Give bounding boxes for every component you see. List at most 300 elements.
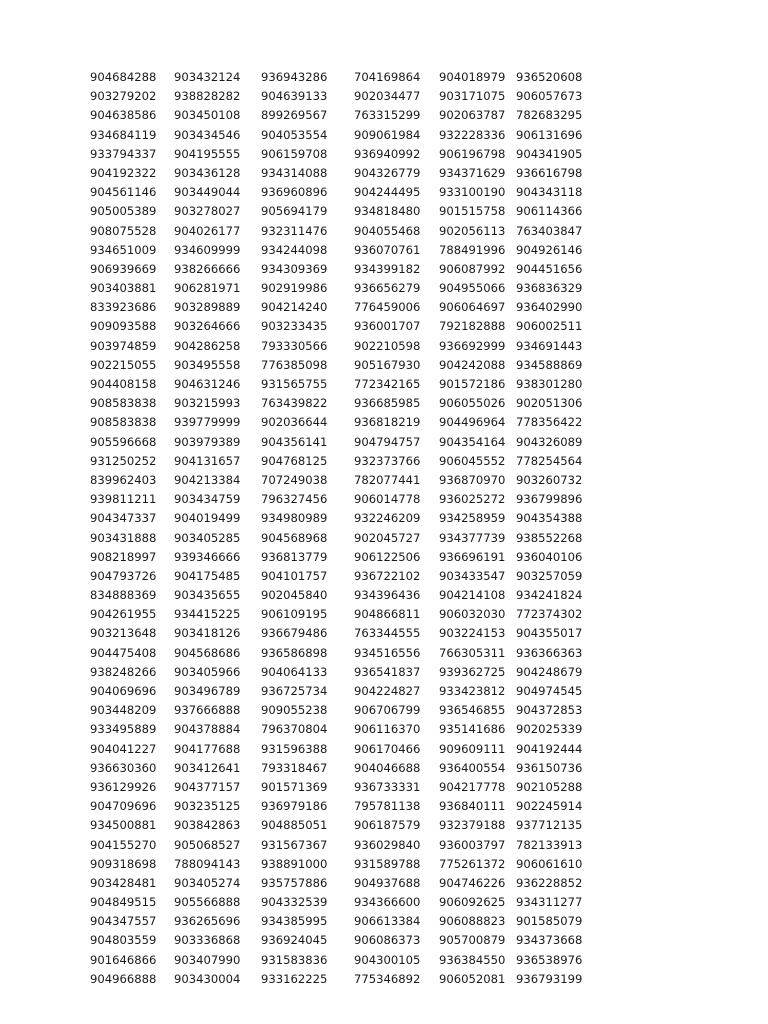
phone-number-cell: 934309369 — [261, 261, 328, 276]
phone-number-cell: 931567367 — [261, 837, 328, 852]
phone-number-cell: 707249038 — [261, 472, 328, 487]
phone-number-cell: 933495889 — [90, 722, 157, 737]
phone-number-cell: 936656279 — [354, 281, 421, 296]
phone-number-cell: 909318698 — [90, 856, 157, 871]
phone-number-cell: 932373766 — [354, 453, 421, 468]
phone-number-cell: 903289889 — [174, 300, 241, 315]
phone-number-cell: 936799896 — [516, 492, 583, 507]
table-row — [90, 260, 586, 279]
table-row — [90, 720, 586, 739]
phone-number-cell: 909061984 — [354, 127, 421, 142]
phone-number-cell: 905700879 — [439, 933, 506, 948]
phone-number-cell: 934415225 — [174, 607, 241, 622]
phone-number-cell: 909055238 — [261, 703, 328, 718]
phone-number-cell: 906055026 — [439, 396, 506, 411]
phone-number-cell: 936870970 — [439, 472, 506, 487]
phone-number-cell: 904955066 — [439, 281, 506, 296]
phone-number-cell: 903434759 — [174, 492, 241, 507]
phone-number-cell: 904709696 — [90, 799, 157, 814]
phone-number-cell: 938552268 — [516, 530, 583, 545]
phone-number-cell: 906613384 — [354, 914, 421, 929]
table-row — [90, 797, 586, 816]
phone-number-cell: 908583838 — [90, 396, 157, 411]
phone-number-cell: 904568686 — [174, 645, 241, 660]
table-row — [90, 931, 586, 950]
phone-number-cell: 938301280 — [516, 377, 583, 391]
phone-number-cell: 934258959 — [439, 511, 506, 526]
phone-number-cell: 834888369 — [90, 588, 157, 603]
phone-number-cell: 936538976 — [516, 952, 583, 967]
phone-number-cell: 793330566 — [261, 338, 328, 353]
phone-number-cell: 906086373 — [354, 933, 421, 948]
phone-number-cell: 903405966 — [174, 664, 241, 679]
phone-number-cell: 904347557 — [90, 914, 157, 929]
phone-number-cell: 903264666 — [174, 319, 241, 334]
phone-number-cell: 936001707 — [354, 319, 421, 334]
phone-number-cell: 936733331 — [354, 779, 421, 794]
phone-number-cell: 902215055 — [90, 357, 157, 372]
phone-number-cell: 903213648 — [90, 626, 157, 641]
phone-number-cell: 936029840 — [354, 837, 421, 852]
phone-number-cell: 936541837 — [354, 664, 421, 679]
phone-number-cell: 934396436 — [354, 588, 421, 603]
phone-number-cell: 833923686 — [90, 300, 157, 315]
phone-number-cell: 788491996 — [439, 242, 506, 257]
phone-number-cell: 936960896 — [261, 185, 328, 200]
table-row — [90, 855, 586, 874]
phone-number-cell: 906014778 — [354, 492, 421, 507]
phone-number-cell: 778254564 — [516, 453, 583, 468]
phone-number-cell: 934609999 — [174, 242, 241, 257]
phone-number-cell: 793318467 — [261, 760, 328, 775]
phone-number-cell: 931596388 — [261, 741, 328, 756]
phone-number-cell: 903496789 — [174, 684, 241, 698]
phone-number-cell: 903233435 — [261, 319, 328, 334]
phone-number-cell: 775346892 — [354, 971, 421, 986]
phone-number-cell: 938266666 — [174, 261, 241, 276]
table-row — [90, 874, 586, 893]
phone-number-cell: 936586898 — [261, 645, 328, 660]
table-row — [90, 586, 586, 605]
phone-number-cell: 934980989 — [261, 511, 328, 526]
phone-number-cell: 904332539 — [261, 895, 328, 910]
phone-number-cell: 934311277 — [516, 895, 583, 910]
table-row — [90, 87, 586, 106]
phone-number-cell: 796327456 — [261, 492, 328, 507]
phone-number-cell: 906114366 — [516, 204, 583, 219]
phone-number-cell: 904177688 — [174, 741, 241, 756]
phone-number-cell: 782683295 — [516, 108, 583, 123]
phone-number-cell: 936402990 — [516, 300, 583, 315]
phone-number-cell: 934399182 — [354, 261, 421, 276]
phone-number-cell: 904261955 — [90, 607, 157, 622]
phone-number-cell: 939346666 — [174, 549, 241, 564]
phone-number-cell: 932246209 — [354, 511, 421, 526]
phone-number-cell: 902245914 — [516, 799, 583, 814]
phone-number-cell: 906196798 — [439, 146, 506, 161]
phone-number-cell: 906064697 — [439, 300, 506, 315]
phone-number-cell: 934818480 — [354, 204, 421, 219]
phone-number-cell: 904217778 — [439, 779, 506, 794]
phone-number-cell: 763344555 — [354, 626, 421, 641]
phone-number-cell: 772342165 — [354, 377, 421, 391]
phone-number-cell: 909609111 — [439, 741, 506, 756]
phone-number-cell: 903432124 — [174, 70, 241, 84]
table-row — [90, 106, 586, 125]
phone-number-cell: 778356422 — [516, 415, 583, 430]
table-row — [90, 452, 586, 471]
phone-number-cell: 904019499 — [174, 511, 241, 526]
phone-number-cell: 934691443 — [516, 338, 583, 353]
phone-number-cell: 901572186 — [439, 377, 506, 391]
phone-number-cell: 903257059 — [516, 568, 583, 583]
phone-number-cell: 936129926 — [90, 779, 157, 794]
phone-number-cell: 903435655 — [174, 588, 241, 603]
phone-number-cell: 904192444 — [516, 741, 583, 756]
phone-number-cell: 906032030 — [439, 607, 506, 622]
table-row — [90, 317, 586, 336]
phone-number-cell: 906170466 — [354, 741, 421, 756]
phone-number-cell: 904026177 — [174, 223, 241, 238]
phone-number-cell: 902045840 — [261, 588, 328, 603]
phone-number-cell: 934373668 — [516, 933, 583, 948]
phone-number-cell: 904793726 — [90, 568, 157, 583]
table-row — [90, 279, 586, 298]
table-row — [90, 624, 586, 643]
phone-number-cell: 904055468 — [354, 223, 421, 238]
phone-number-cell: 904192322 — [90, 165, 157, 180]
phone-number-cell: 904101757 — [261, 568, 328, 583]
phone-number-cell: 902056113 — [439, 223, 506, 238]
phone-number-cell: 936070761 — [354, 242, 421, 257]
phone-number-cell: 903235125 — [174, 799, 241, 814]
phone-number-cell: 904018979 — [439, 70, 506, 84]
phone-number-cell: 904354388 — [516, 511, 583, 526]
phone-number-cell: 904631246 — [174, 377, 241, 391]
phone-number-cell: 904568968 — [261, 530, 328, 545]
phone-number-cell: 903412641 — [174, 760, 241, 775]
phone-number-cell: 901571369 — [261, 779, 328, 794]
phone-number-cell: 903436128 — [174, 165, 241, 180]
phone-number-cell: 903171075 — [439, 89, 506, 104]
phone-number-cell: 931250252 — [90, 453, 157, 468]
phone-number-cell: 904242088 — [439, 357, 506, 372]
phone-number-cell: 904195555 — [174, 146, 241, 161]
phone-number-cell: 903448209 — [90, 703, 157, 718]
phone-number-cell: 904794757 — [354, 434, 421, 449]
phone-number-cell: 902051306 — [516, 396, 583, 411]
phone-number-cell: 936400554 — [439, 760, 506, 775]
phone-number-cell: 936813779 — [261, 549, 328, 564]
phone-number-cell: 903407990 — [174, 952, 241, 967]
phone-number-cell: 934377739 — [439, 530, 506, 545]
phone-number-cell: 936685985 — [354, 396, 421, 411]
phone-number-cell: 936630360 — [90, 760, 157, 775]
table-row — [90, 893, 586, 912]
phone-number-cell: 936793199 — [516, 971, 583, 986]
phone-number-cell: 904248679 — [516, 664, 583, 679]
phone-number-cell: 936040106 — [516, 549, 583, 564]
phone-number-cell: 904213384 — [174, 472, 241, 487]
phone-number-cell: 904866811 — [354, 607, 421, 622]
phone-number-cell: 904341905 — [516, 146, 583, 161]
phone-number-cell: 933100190 — [439, 185, 506, 200]
phone-number-cell: 934366600 — [354, 895, 421, 910]
phone-number-cell: 936679486 — [261, 626, 328, 641]
phone-number-cell: 904885051 — [261, 818, 328, 833]
phone-number-cell: 904286258 — [174, 338, 241, 353]
phone-number-cell: 903428481 — [90, 875, 157, 890]
table-row — [90, 682, 586, 701]
phone-number-cell: 932379188 — [439, 818, 506, 833]
phone-number-cell: 904768125 — [261, 453, 328, 468]
phone-number-cell: 904326089 — [516, 434, 583, 449]
phone-number-cell: 904638586 — [90, 108, 157, 123]
phone-number-cell: 904069696 — [90, 684, 157, 698]
table-row — [90, 298, 586, 317]
phone-number-cell: 763315299 — [354, 108, 421, 123]
phone-number-cell: 906092625 — [439, 895, 506, 910]
phone-number-cell: 936265696 — [174, 914, 241, 929]
phone-number-cell: 931565755 — [261, 377, 328, 391]
phone-number-cell: 939811211 — [90, 492, 157, 507]
phone-number-cell: 936840111 — [439, 799, 506, 814]
phone-number-cell: 936836329 — [516, 281, 583, 296]
phone-number-cell: 902034477 — [354, 89, 421, 104]
phone-number-cell: 931583836 — [261, 952, 328, 967]
phone-number-cell: 934651009 — [90, 242, 157, 257]
phone-number-cell: 901515758 — [439, 204, 506, 219]
phone-number-cell: 905005389 — [90, 204, 157, 219]
phone-number-cell: 935757886 — [261, 875, 328, 890]
phone-number-cell: 903279202 — [90, 89, 157, 104]
table-row — [90, 509, 586, 528]
phone-number-cell: 903842863 — [174, 818, 241, 833]
phone-number-cell: 935141686 — [439, 722, 506, 737]
phone-number-cell: 939779999 — [174, 415, 241, 430]
phone-number-cell: 936150736 — [516, 760, 583, 775]
phone-number-cell: 788094143 — [174, 856, 241, 871]
table-row — [90, 567, 586, 586]
phone-number-cell: 936725734 — [261, 684, 328, 698]
phone-number-cell: 903405274 — [174, 875, 241, 890]
phone-number-cell: 906706799 — [354, 703, 421, 718]
table-row — [90, 126, 586, 145]
phone-number-cell: 938891000 — [261, 856, 328, 871]
phone-number-cell: 936228852 — [516, 875, 583, 890]
table-row — [90, 759, 586, 778]
phone-number-cell: 904746226 — [439, 875, 506, 890]
phone-number-cell: 903260732 — [516, 472, 583, 487]
table-row — [90, 816, 586, 835]
table-row — [90, 164, 586, 183]
table-row — [90, 912, 586, 931]
phone-number-cell: 903979389 — [174, 434, 241, 449]
table-row — [90, 183, 586, 202]
phone-number-cell: 936616798 — [516, 165, 583, 180]
phone-number-cell: 903450108 — [174, 108, 241, 123]
phone-number-cell: 904974545 — [516, 684, 583, 698]
table-row — [90, 471, 586, 490]
phone-number-cell: 776459006 — [354, 300, 421, 315]
phone-number-cell: 904053554 — [261, 127, 328, 142]
phone-number-cell: 904451656 — [516, 261, 583, 276]
table-row — [90, 548, 586, 567]
phone-number-cell: 904355017 — [516, 626, 583, 641]
table-row — [90, 337, 586, 356]
phone-number-cell: 904354164 — [439, 434, 506, 449]
phone-number-cell: 904937688 — [354, 875, 421, 890]
phone-number-cell: 909093588 — [90, 319, 157, 334]
table-row — [90, 68, 586, 87]
phone-number-cell: 936520608 — [516, 70, 583, 84]
table-row — [90, 222, 586, 241]
phone-number-cell: 904803559 — [90, 933, 157, 948]
phone-number-cell: 905596668 — [90, 434, 157, 449]
phone-number-cell: 903433547 — [439, 568, 506, 583]
phone-number-cell: 795781138 — [354, 799, 421, 814]
phone-number-cell: 934241824 — [516, 588, 583, 603]
phone-number-cell: 796370804 — [261, 722, 328, 737]
phone-number-cell: 936924045 — [261, 933, 328, 948]
table-row — [90, 663, 586, 682]
phone-number-cell: 905694179 — [261, 204, 328, 219]
phone-number-cell: 904639133 — [261, 89, 328, 104]
phone-number-cell: 936025272 — [439, 492, 506, 507]
phone-number-cell: 902105288 — [516, 779, 583, 794]
phone-number-cell: 905068527 — [174, 837, 241, 852]
table-row — [90, 375, 586, 394]
table-row — [90, 433, 586, 452]
phone-number-cell: 904408158 — [90, 377, 157, 391]
phone-number-cell: 904064133 — [261, 664, 328, 679]
phone-number-cell: 899269567 — [261, 108, 328, 123]
phone-number-cell: 904475408 — [90, 645, 157, 660]
phone-number-cell: 904131657 — [174, 453, 241, 468]
phone-number-cell: 904926146 — [516, 242, 583, 257]
phone-number-cell: 902045727 — [354, 530, 421, 545]
phone-number-cell: 908218997 — [90, 549, 157, 564]
phone-number-cell: 904356141 — [261, 434, 328, 449]
phone-number-cell: 936722102 — [354, 568, 421, 583]
phone-number-cell: 906088823 — [439, 914, 506, 929]
phone-number-cell: 903974859 — [90, 338, 157, 353]
phone-number-cell: 782077441 — [354, 472, 421, 487]
phone-number-cell: 906045552 — [439, 453, 506, 468]
phone-number-cell: 904244495 — [354, 185, 421, 200]
table-row — [90, 644, 586, 663]
phone-number-cell: 904214108 — [439, 588, 506, 603]
phone-number-cell: 902919986 — [261, 281, 328, 296]
phone-number-cell: 903418126 — [174, 626, 241, 641]
table-row — [90, 241, 586, 260]
phone-number-cell: 775261372 — [439, 856, 506, 871]
phone-number-cell: 903336868 — [174, 933, 241, 948]
phone-number-cell: 905566888 — [174, 895, 241, 910]
phone-number-cell: 906122506 — [354, 549, 421, 564]
phone-number-cell: 931589788 — [354, 856, 421, 871]
phone-number-cell: 938248266 — [90, 664, 157, 679]
phone-number-cell: 704169864 — [354, 70, 421, 84]
phone-number-cell: 904300105 — [354, 952, 421, 967]
phone-number-cell: 936366363 — [516, 645, 583, 660]
table-row — [90, 529, 586, 548]
phone-number-cell: 903430004 — [174, 971, 241, 986]
phone-number-cell: 937712135 — [516, 818, 583, 833]
phone-number-cell: 776385098 — [261, 357, 328, 372]
phone-number-cell: 766305311 — [439, 645, 506, 660]
phone-number-cell: 908583838 — [90, 415, 157, 430]
phone-number-cell: 906057673 — [516, 89, 583, 104]
phone-number-cell: 934500881 — [90, 818, 157, 833]
phone-number-cell: 936692999 — [439, 338, 506, 353]
phone-number-cell: 906131696 — [516, 127, 583, 142]
phone-number-cell: 904041227 — [90, 741, 157, 756]
phone-number-cell: 906061610 — [516, 856, 583, 871]
phone-number-cell: 934516556 — [354, 645, 421, 660]
phone-number-cell: 903405285 — [174, 530, 241, 545]
phone-number-cell: 936384550 — [439, 952, 506, 967]
table-row — [90, 490, 586, 509]
number-sheet — [90, 68, 586, 989]
phone-number-cell: 936546855 — [439, 703, 506, 718]
phone-number-cell: 903434546 — [174, 127, 241, 142]
phone-number-cell: 908075528 — [90, 223, 157, 238]
phone-number-cell: 839962403 — [90, 472, 157, 487]
phone-number-cell: 904684288 — [90, 70, 157, 84]
phone-number-cell: 932311476 — [261, 223, 328, 238]
phone-number-cell: 792182888 — [439, 319, 506, 334]
phone-number-cell: 934385995 — [261, 914, 328, 929]
phone-number-cell: 936818219 — [354, 415, 421, 430]
phone-number-cell: 903431888 — [90, 530, 157, 545]
phone-number-cell: 902025339 — [516, 722, 583, 737]
phone-number-cell: 901646866 — [90, 952, 157, 967]
phone-number-cell: 906116370 — [354, 722, 421, 737]
phone-number-cell: 902210598 — [354, 338, 421, 353]
phone-number-cell: 936979186 — [261, 799, 328, 814]
phone-number-cell: 934684119 — [90, 127, 157, 142]
phone-number-cell: 904155270 — [90, 837, 157, 852]
phone-number-cell: 932228336 — [439, 127, 506, 142]
phone-number-cell: 933162225 — [261, 971, 328, 986]
table-row — [90, 356, 586, 375]
phone-number-cell: 936003797 — [439, 837, 506, 852]
phone-number-cell: 905167930 — [354, 357, 421, 372]
phone-number-cell: 903403881 — [90, 281, 157, 296]
phone-number-cell: 933423812 — [439, 684, 506, 698]
phone-number-cell: 903495558 — [174, 357, 241, 372]
table-row — [90, 970, 586, 989]
table-row — [90, 202, 586, 221]
phone-number-cell: 904224827 — [354, 684, 421, 698]
phone-number-cell: 904326779 — [354, 165, 421, 180]
phone-number-cell: 902036644 — [261, 415, 328, 430]
phone-number-cell: 906159708 — [261, 146, 328, 161]
table-row — [90, 836, 586, 855]
table-row — [90, 145, 586, 164]
phone-number-cell: 904849515 — [90, 895, 157, 910]
table-row — [90, 394, 586, 413]
phone-number-cell: 782133913 — [516, 837, 583, 852]
phone-number-cell: 906187579 — [354, 818, 421, 833]
phone-number-cell: 903278027 — [174, 204, 241, 219]
phone-number-cell: 902063787 — [439, 108, 506, 123]
phone-number-cell: 904046688 — [354, 760, 421, 775]
table-row — [90, 701, 586, 720]
phone-number-cell: 938828282 — [174, 89, 241, 104]
phone-number-cell: 904966888 — [90, 971, 157, 986]
